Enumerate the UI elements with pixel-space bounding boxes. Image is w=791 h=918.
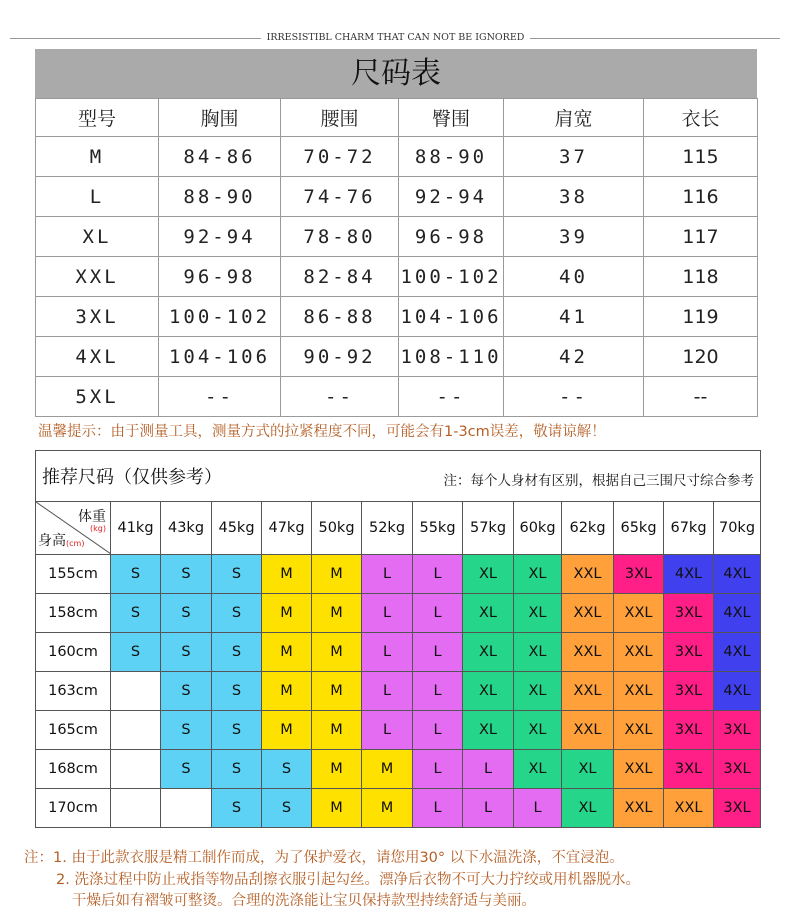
- weight-header-cell: 52kg: [362, 502, 413, 555]
- size-recommend-cell: [111, 789, 161, 828]
- size-row: [36, 177, 758, 217]
- size-table: [35, 98, 758, 417]
- header-cell: 腰围: [281, 99, 399, 137]
- recommend-row: [36, 711, 761, 750]
- size-cell: 119: [644, 297, 758, 337]
- care-note-2: 2. 洗涤过程中防止戒指等物品刮擦衣服引起勾丝。漂净后衣物不可大力拧绞或用机器脱水。: [56, 871, 640, 888]
- size-cell: 100-102: [399, 257, 504, 297]
- size-recommend-cell: S: [212, 711, 262, 750]
- size-cell: 96-98: [159, 257, 281, 297]
- size-cell: 78-80: [281, 217, 399, 257]
- size-recommend-cell: L: [362, 594, 413, 633]
- size-recommend-cell: 4XL: [714, 555, 761, 594]
- recommend-row: [36, 672, 761, 711]
- size-row: [36, 217, 758, 257]
- corner-height-label: 身高: [38, 533, 66, 549]
- weight-header-cell: 41kg: [111, 502, 161, 555]
- size-recommend-cell: XL: [463, 555, 514, 594]
- size-recommend-cell: XL: [514, 711, 562, 750]
- size-recommend-cell: M: [262, 555, 312, 594]
- size-recommend-cell: XL: [514, 750, 562, 789]
- size-cell: 40: [504, 257, 644, 297]
- size-recommend-cell: XL: [463, 594, 514, 633]
- size-recommend-cell: XXL: [614, 711, 664, 750]
- size-recommend-cell: M: [362, 789, 413, 828]
- size-recommend-cell: S: [212, 555, 262, 594]
- size-cell: 88-90: [159, 177, 281, 217]
- size-recommend-cell: S: [111, 555, 161, 594]
- weight-header-cell: 60kg: [514, 502, 562, 555]
- size-table-header: [36, 99, 758, 137]
- size-cell: 70-72: [281, 137, 399, 177]
- size-cell: --: [504, 377, 644, 417]
- weight-header-cell: 55kg: [413, 502, 463, 555]
- size-recommend-cell: XXL: [664, 789, 714, 828]
- size-recommend-cell: L: [514, 789, 562, 828]
- size-recommend-cell: M: [262, 633, 312, 672]
- header-cell: 衣长: [644, 99, 758, 137]
- size-recommend-cell: S: [212, 789, 262, 828]
- weight-header-cell: 62kg: [562, 502, 614, 555]
- size-recommend-cell: XXL: [614, 633, 664, 672]
- size-recommend-cell: 3XL: [664, 672, 714, 711]
- size-recommend-cell: 4XL: [714, 633, 761, 672]
- weight-header-cell: 47kg: [262, 502, 312, 555]
- size-recommend-cell: [161, 789, 212, 828]
- size-recommend-cell: XL: [562, 750, 614, 789]
- size-recommend-cell: XXL: [562, 633, 614, 672]
- size-cell: 104-106: [159, 337, 281, 377]
- care-note-3: 干燥后如有褶皱可整烫。合理的洗涤能让宝贝保持款型持续舒适与美丽。: [72, 893, 536, 909]
- size-recommend-cell: S: [111, 594, 161, 633]
- size-recommend-cell: L: [413, 672, 463, 711]
- corner-weight-label: 体重: [78, 509, 106, 525]
- size-recommend-cell: 3XL: [614, 555, 664, 594]
- size-recommend-cell: XXL: [614, 750, 664, 789]
- size-cell: 42: [504, 337, 644, 377]
- size-cell: 116: [644, 177, 758, 217]
- size-recommend-cell: L: [362, 633, 413, 672]
- recommend-title: 推荐尺码（仅供参考）: [42, 467, 222, 488]
- height-cell: 163cm: [36, 672, 111, 711]
- size-recommend-cell: S: [161, 594, 212, 633]
- size-recommend-cell: 3XL: [664, 711, 714, 750]
- size-recommend-cell: 3XL: [714, 789, 761, 828]
- size-recommend-cell: M: [312, 711, 362, 750]
- size-cell: 37: [504, 137, 644, 177]
- size-cell: 84-86: [159, 137, 281, 177]
- size-recommend-cell: XL: [514, 555, 562, 594]
- size-cell: --: [159, 377, 281, 417]
- size-recommend-cell: S: [161, 672, 212, 711]
- weight-header-cell: 50kg: [312, 502, 362, 555]
- size-row: [36, 257, 758, 297]
- size-cell: 88-90: [399, 137, 504, 177]
- size-recommend-cell: L: [413, 594, 463, 633]
- size-cell: 39: [504, 217, 644, 257]
- header-cell: 型号: [36, 99, 159, 137]
- size-cell: 90-92: [281, 337, 399, 377]
- weight-header-cell: 43kg: [161, 502, 212, 555]
- size-cell: 41: [504, 297, 644, 337]
- size-cell: 100-102: [159, 297, 281, 337]
- height-cell: 168cm: [36, 750, 111, 789]
- weight-header-row: [36, 502, 761, 555]
- size-row: [36, 337, 758, 377]
- size-cell: --: [399, 377, 504, 417]
- care-note-1: 注：1. 由于此款衣服是精工制作而成，为了保护爱衣，请您用30° 以下水温洗涤，不宜浸泡。: [24, 850, 624, 866]
- header-cell: 臀围: [399, 99, 504, 137]
- size-cell: 82-84: [281, 257, 399, 297]
- recommend-row: [36, 594, 761, 633]
- recommend-row: [36, 555, 761, 594]
- tagline: [0, 32, 791, 43]
- size-recommend-cell: S: [111, 633, 161, 672]
- weight-header-cell: 67kg: [664, 502, 714, 555]
- size-cell: 3XL: [36, 297, 159, 337]
- size-cell: 38: [504, 177, 644, 217]
- size-recommend-cell: M: [262, 711, 312, 750]
- size-cell: 4XL: [36, 337, 159, 377]
- recommend-row: [36, 633, 761, 672]
- size-recommend-cell: L: [362, 711, 413, 750]
- height-cell: 170cm: [36, 789, 111, 828]
- size-recommend-cell: XL: [463, 633, 514, 672]
- size-recommend-cell: L: [362, 555, 413, 594]
- size-recommend-cell: XXL: [562, 594, 614, 633]
- care-notes: [24, 848, 640, 913]
- size-recommend-cell: M: [262, 672, 312, 711]
- size-recommend-cell: S: [262, 789, 312, 828]
- recommend-row: [36, 750, 761, 789]
- corner-height-unit: (cm): [66, 539, 85, 548]
- size-cell: --: [644, 377, 758, 417]
- corner-weight-unit: (kg): [90, 524, 106, 533]
- size-recommend-cell: M: [312, 789, 362, 828]
- size-cell: L: [36, 177, 159, 217]
- size-row: [36, 297, 758, 337]
- recommend-row: [36, 789, 761, 828]
- size-recommend-cell: XXL: [562, 672, 614, 711]
- size-recommend-cell: M: [262, 594, 312, 633]
- size-recommend-cell: L: [413, 711, 463, 750]
- size-recommend-cell: [111, 750, 161, 789]
- size-recommend-cell: L: [463, 789, 514, 828]
- size-recommend-cell: XL: [514, 633, 562, 672]
- size-cell: 118: [644, 257, 758, 297]
- size-recommend-cell: L: [413, 789, 463, 828]
- recommend-title-row: [36, 451, 761, 502]
- size-recommend-cell: L: [413, 750, 463, 789]
- size-recommend-cell: L: [413, 633, 463, 672]
- size-recommend-cell: M: [312, 672, 362, 711]
- size-cell: 96-98: [399, 217, 504, 257]
- size-cell: XL: [36, 217, 159, 257]
- size-cell: 86-88: [281, 297, 399, 337]
- size-recommend-cell: XL: [514, 594, 562, 633]
- size-recommend-cell: S: [161, 633, 212, 672]
- size-recommend-cell: XL: [514, 672, 562, 711]
- size-recommend-cell: L: [362, 672, 413, 711]
- size-recommend-cell: M: [312, 555, 362, 594]
- size-recommend-cell: XXL: [562, 555, 614, 594]
- size-cell: 108-110: [399, 337, 504, 377]
- size-recommend-cell: XL: [562, 789, 614, 828]
- size-cell: 92-94: [399, 177, 504, 217]
- size-recommend-cell: S: [212, 633, 262, 672]
- size-row: [36, 377, 758, 417]
- size-recommend-cell: 4XL: [664, 555, 714, 594]
- size-cell: 74-76: [281, 177, 399, 217]
- size-recommend-cell: M: [312, 633, 362, 672]
- weight-header-cell: 70kg: [714, 502, 761, 555]
- size-recommend-cell: 3XL: [664, 633, 714, 672]
- size-recommend-cell: 3XL: [664, 594, 714, 633]
- size-recommend-cell: S: [212, 750, 262, 789]
- size-recommend-cell: S: [212, 594, 262, 633]
- size-recommend-cell: S: [161, 555, 212, 594]
- size-cell: 5XL: [36, 377, 159, 417]
- size-recommend-cell: [111, 672, 161, 711]
- height-cell: 160cm: [36, 633, 111, 672]
- size-row: [36, 137, 758, 177]
- measure-tip: 温馨提示：由于测量工具，测量方式的拉紧程度不同，可能会有1-3cm误差，敬请谅解！: [38, 424, 606, 440]
- weight-header-cell: 65kg: [614, 502, 664, 555]
- size-recommend-cell: XXL: [614, 672, 664, 711]
- size-recommend-cell: S: [161, 750, 212, 789]
- height-cell: 155cm: [36, 555, 111, 594]
- size-recommend-cell: 4XL: [714, 672, 761, 711]
- size-cell: M: [36, 137, 159, 177]
- size-recommend-cell: XL: [463, 711, 514, 750]
- size-recommend-cell: L: [413, 555, 463, 594]
- size-recommend-cell: M: [312, 750, 362, 789]
- size-cell: 115: [644, 137, 758, 177]
- header-cell: 胸围: [159, 99, 281, 137]
- size-recommend-cell: S: [212, 672, 262, 711]
- size-recommend-cell: XXL: [614, 594, 664, 633]
- size-cell: 104-106: [399, 297, 504, 337]
- tagline-text: IRRESISTIBL CHARM THAT CAN NOT BE IGNORED: [261, 32, 531, 43]
- weight-header-cell: 57kg: [463, 502, 514, 555]
- size-recommend-cell: [111, 711, 161, 750]
- recommend-note: 注：每个人身材有区别，根据自己三围尺寸综合参考: [443, 473, 754, 489]
- size-recommend-cell: 4XL: [714, 594, 761, 633]
- size-cell: --: [281, 377, 399, 417]
- size-cell: 92-94: [159, 217, 281, 257]
- size-recommend-cell: S: [161, 711, 212, 750]
- size-recommend-cell: 3XL: [664, 750, 714, 789]
- height-cell: 165cm: [36, 711, 111, 750]
- size-recommend-cell: M: [362, 750, 413, 789]
- size-cell: 120: [644, 337, 758, 377]
- size-recommend-cell: XL: [463, 672, 514, 711]
- size-cell: 117: [644, 217, 758, 257]
- height-cell: 158cm: [36, 594, 111, 633]
- size-recommend-cell: XXL: [614, 789, 664, 828]
- header-cell: 肩宽: [504, 99, 644, 137]
- weight-header-cell: 45kg: [212, 502, 262, 555]
- size-recommend-cell: S: [262, 750, 312, 789]
- size-recommend-cell: XXL: [562, 711, 614, 750]
- size-table-title: 尺码表: [35, 49, 757, 98]
- recommend-table: [35, 450, 761, 828]
- size-recommend-cell: 3XL: [714, 711, 761, 750]
- size-recommend-cell: M: [312, 594, 362, 633]
- corner-cell: [36, 502, 111, 555]
- size-recommend-cell: 3XL: [714, 750, 761, 789]
- size-cell: XXL: [36, 257, 159, 297]
- size-recommend-cell: L: [463, 750, 514, 789]
